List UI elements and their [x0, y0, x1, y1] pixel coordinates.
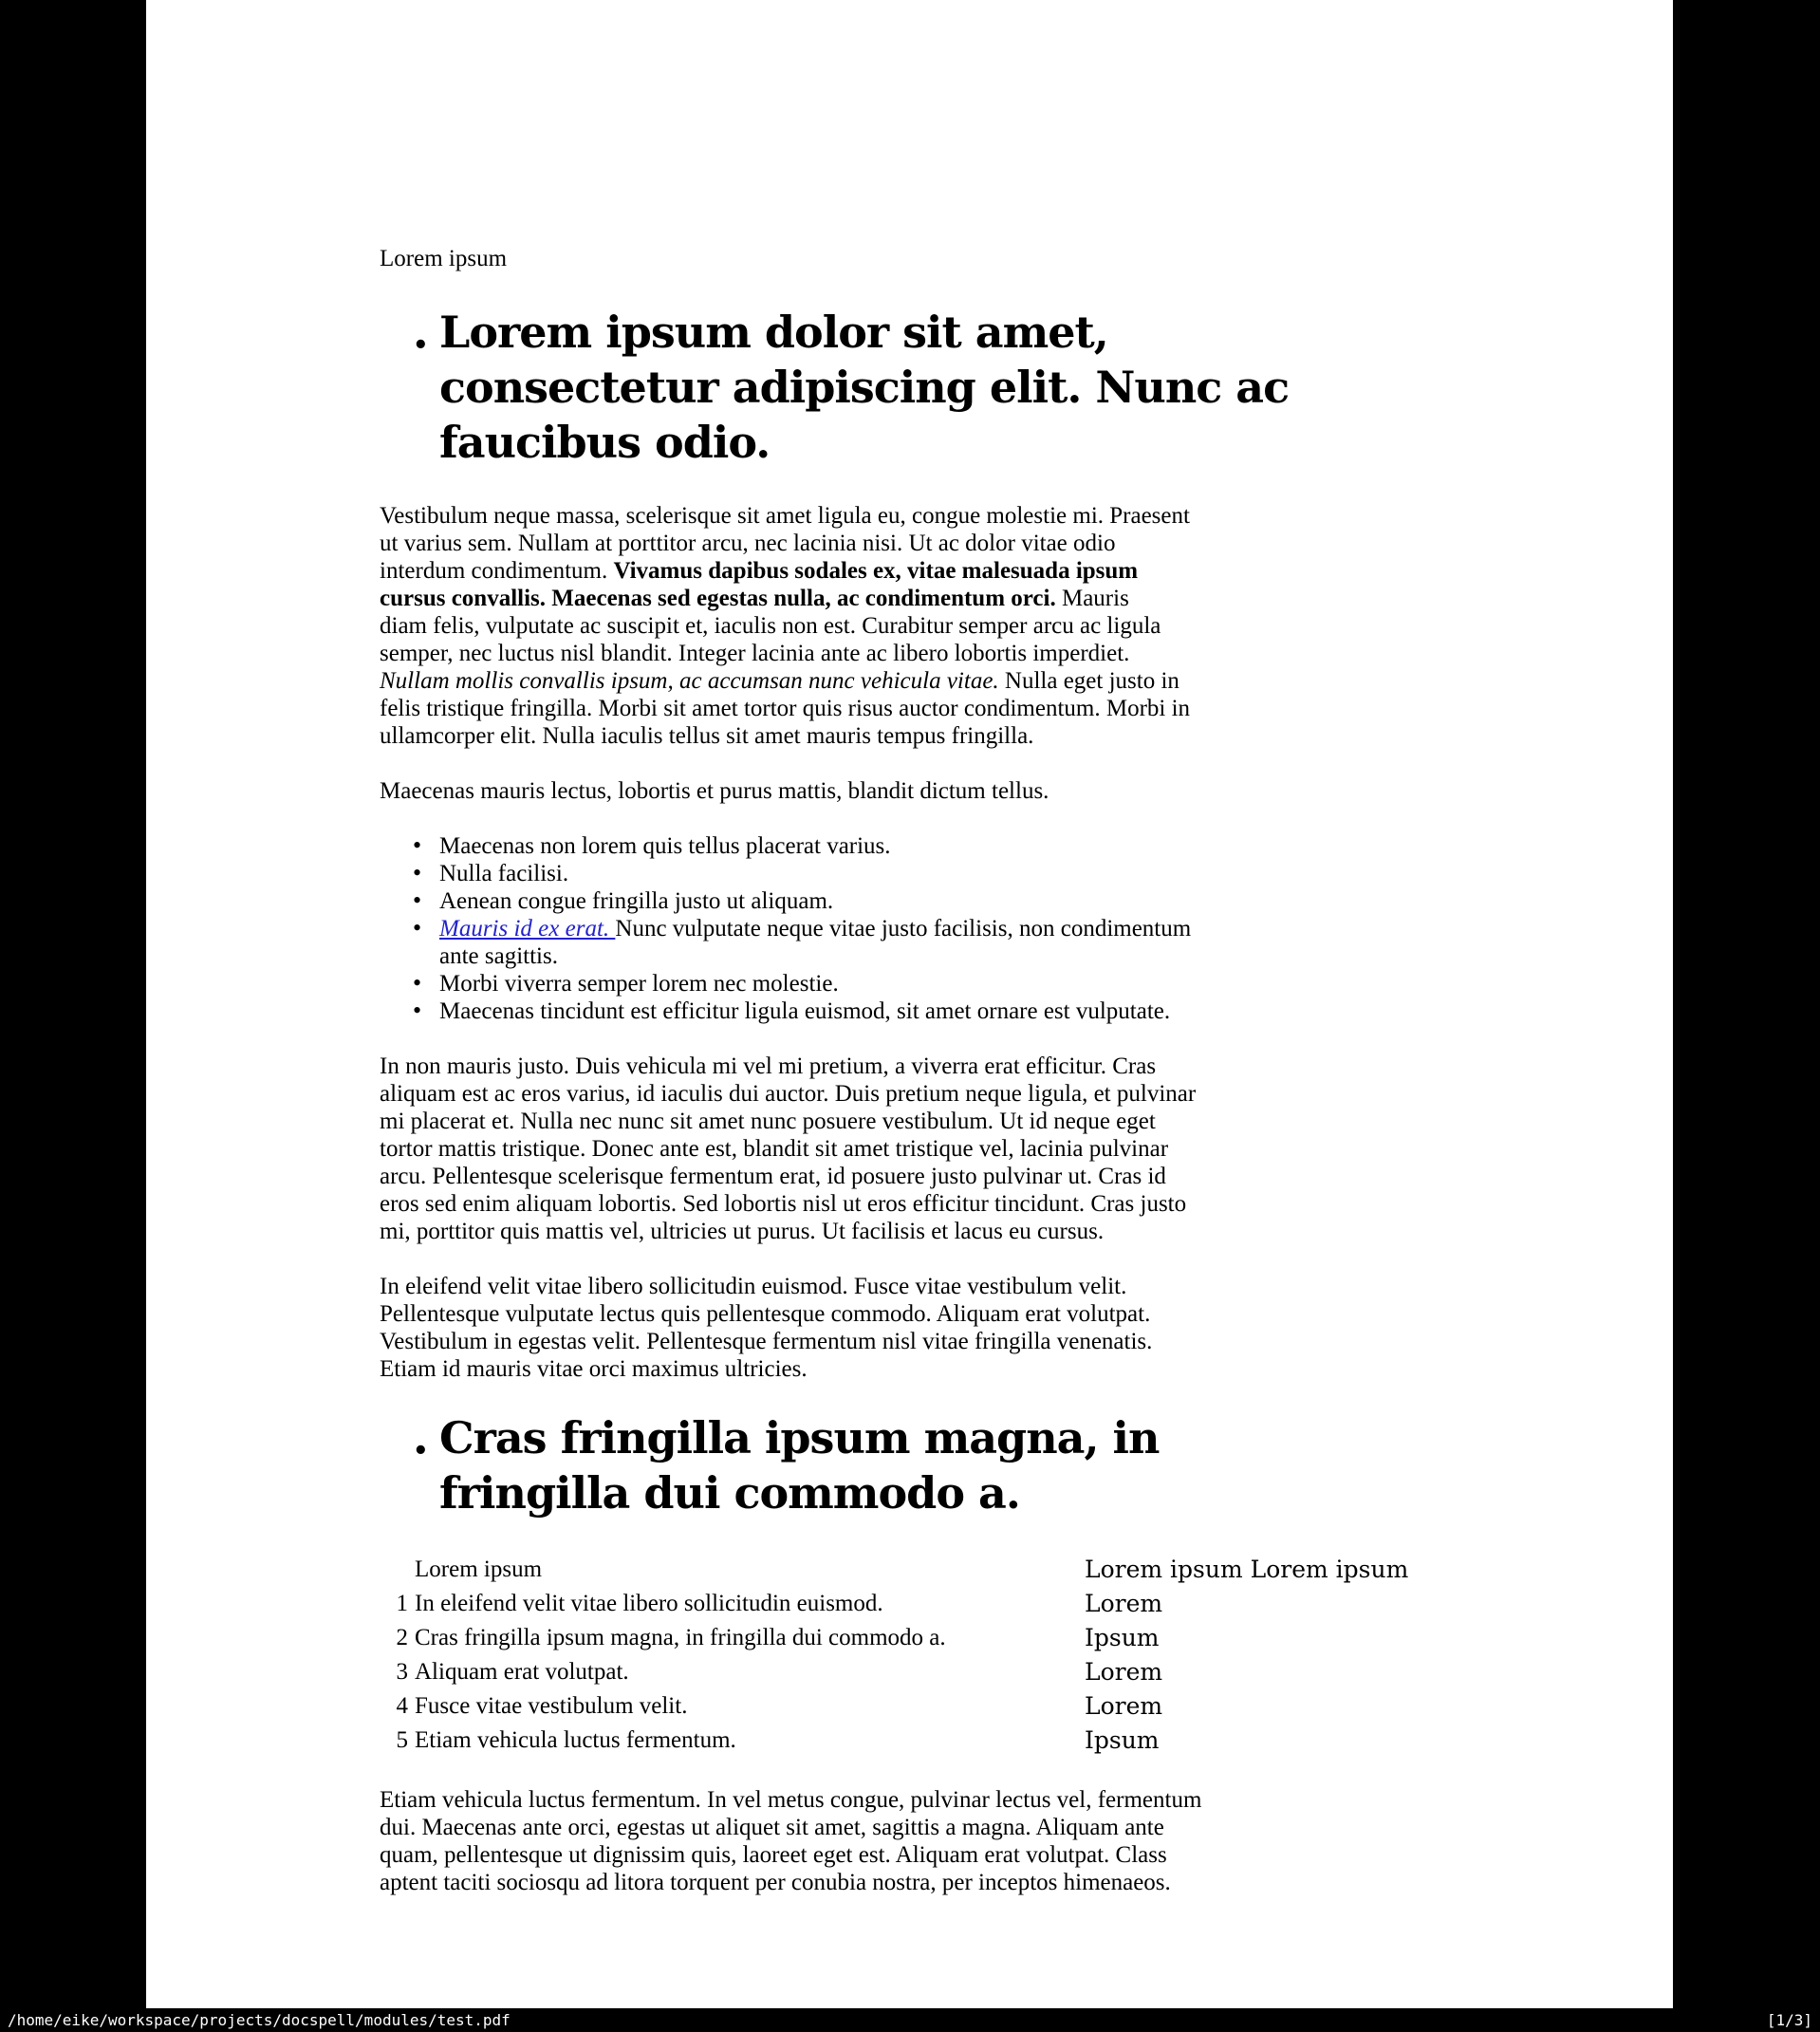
- row-text: Lorem ipsum: [415, 1557, 543, 1582]
- text-line: cursus convallis. Maecenas sed egestas nulla, ac condimentum orci. Mauris: [380, 586, 1129, 611]
- doc-label: Lorem ipsum: [380, 246, 508, 271]
- text-line: arcu. Pellentesque scelerisque fermentum erat, id posuere justo pulvinar ut. Cras id: [380, 1164, 1166, 1189]
- paragraph-4: [380, 1786, 1404, 1896]
- row-text: Cras fringilla ipsum magna, in fringilla dui commodo a.: [415, 1625, 946, 1650]
- text-line: dui. Maecenas ante orci, egestas ut aliquet sit amet, sagittis a magna. Aliquam ante: [380, 1815, 1164, 1840]
- text-line: quam, pellentesque ut dignissim quis, laoreet eget est. Aliquam erat volutpat. Class: [380, 1842, 1167, 1868]
- table-row: [380, 1587, 1404, 1621]
- text-line: tortor mattis tristique. Donec ante est, blandit sit amet tristique vel, lacinia pulvinar: [380, 1136, 1169, 1162]
- text-line: mi placerat et. Nulla nec nunc sit amet nunc posuere vestibulum. Ut id neque eget: [380, 1109, 1156, 1134]
- heading-bullet-icon: •: [413, 1437, 429, 1465]
- list-item: [380, 887, 1404, 915]
- table-row: [380, 1689, 1404, 1724]
- bullet-icon: •: [413, 886, 422, 914]
- bullet-icon: •: [413, 831, 422, 859]
- table-row: [380, 1655, 1404, 1689]
- row-number: 1: [396, 1591, 408, 1616]
- list-item-lines: [439, 915, 1404, 970]
- text-line: Maecenas mauris lectus, lobortis et purus mattis, blandit dictum tellus.: [380, 778, 1049, 804]
- row-value: Lorem: [1085, 1692, 1163, 1720]
- heading-2: [380, 1410, 1404, 1520]
- text-line: faucibus odio.: [439, 417, 771, 468]
- list-item-lines: [439, 970, 1404, 997]
- statusbar: [0, 2008, 1820, 2032]
- text-line: interdum condimentum. Vivamus dapibus sodales ex, vitae malesuada ipsum: [380, 558, 1139, 584]
- row-text: In eleifend velit vitae libero sollicitudin euismod.: [415, 1591, 883, 1616]
- text-line: Maecenas tincidunt est efficitur ligula euismod, sit amet ornare est vulputate.: [439, 998, 1171, 1024]
- text-line: Vestibulum neque massa, scelerisque sit amet ligula eu, congue molestie mi. Praesent: [380, 503, 1190, 529]
- paragraph-1: [380, 502, 1404, 750]
- row-text: Etiam vehicula luctus fermentum.: [415, 1727, 736, 1753]
- text-line: Pellentesque vulputate lectus quis pellentesque commodo. Aliquam erat volutpat.: [380, 1301, 1151, 1327]
- text-line: Lorem ipsum dolor sit amet,: [439, 307, 1108, 358]
- table-row: [380, 1724, 1404, 1758]
- list-item-lines: [439, 832, 1404, 860]
- text-line: felis tristique fringilla. Morbi sit amet tortor quis risus auctor condimentum. Morbi in: [380, 696, 1191, 721]
- row-value: Ipsum: [1085, 1726, 1160, 1754]
- row-value: Lorem ipsum Lorem ipsum: [1085, 1556, 1409, 1583]
- text-line: Cras fringilla ipsum magna, in: [439, 1412, 1160, 1463]
- text-line: mi, porttitor quis mattis vel, ultricies ut purus. Ut facilisis et lacus eu cursus.: [380, 1219, 1105, 1244]
- list-item: [380, 915, 1404, 970]
- heading-2-lines: [439, 1410, 1404, 1520]
- bullet-icon: •: [413, 997, 422, 1024]
- lead-line: [380, 777, 1404, 805]
- row-value: Lorem: [1085, 1590, 1163, 1617]
- list-item-lines: [439, 887, 1404, 915]
- text-line: In non mauris justo. Duis vehicula mi vel mi pretium, a viverra erat efficitur. Cras: [380, 1053, 1157, 1079]
- list-item: [380, 970, 1404, 997]
- page-content: [380, 245, 1409, 1924]
- text-line: semper, nec luctus nisl blandit. Integer lacinia ante ac libero lobortis imperdiet.: [380, 641, 1130, 666]
- row-number: 3: [396, 1659, 408, 1685]
- row-value: Lorem: [1085, 1658, 1163, 1686]
- text-line: fringilla dui commodo a.: [439, 1467, 1020, 1519]
- text-line: Aenean congue fringilla justo ut aliquam.: [439, 888, 834, 914]
- text-line: aptent taciti sociosqu ad litora torquent per conubia nostra, per inceptos himenaeos.: [380, 1870, 1171, 1895]
- data-table: [380, 1553, 1409, 1758]
- text-line: ullamcorper elit. Nulla iaculis tellus sit amet mauris tempus fringilla.: [380, 723, 1034, 749]
- text-line: aliquam est ac eros varius, id iaculis dui auctor. Duis pretium neque ligula, et pulvinar: [380, 1081, 1197, 1107]
- text-line: Etiam id mauris vitae orci maximus ultricies.: [380, 1356, 808, 1382]
- paragraph-2: [380, 1053, 1404, 1245]
- table-header-row: [380, 1553, 1409, 1587]
- text-line: Mauris id ex erat. Nunc vulputate neque vitae justo facilisis, non condimentum: [439, 916, 1192, 941]
- text-line: eros sed enim aliquam lobortis. Sed lobortis nisl ut eros efficitur tincidunt. Cras justo: [380, 1191, 1187, 1217]
- text-line: Morbi viverra semper lorem nec molestie.: [439, 971, 839, 997]
- paragraph-3: [380, 1273, 1404, 1383]
- heading-bullet-icon: •: [413, 331, 429, 360]
- row-number: 5: [396, 1727, 408, 1753]
- text-line: ut varius sem. Nullam at porttitor arcu, nec lacinia nisi. Ut ac dolor vitae odio: [380, 531, 1116, 556]
- list-item: [380, 860, 1404, 887]
- row-number: 2: [396, 1625, 408, 1650]
- text-line: Vestibulum in egestas velit. Pellentesque fermentum nisl vitae fringilla venenatis.: [380, 1329, 1153, 1354]
- table-row: [380, 1621, 1404, 1655]
- row-value: Ipsum: [1085, 1624, 1160, 1651]
- text-line: diam felis, vulputate ac suscipit et, iaculis non est. Curabitur semper arcu ac ligula: [380, 613, 1161, 639]
- mauris-link[interactable]: Mauris id ex erat.: [439, 916, 616, 941]
- row-number: 4: [396, 1693, 408, 1719]
- list-item-lines: [439, 997, 1404, 1025]
- text-line: Nulla facilisi.: [439, 861, 569, 886]
- list-item: [380, 832, 1404, 860]
- heading-1-lines: [439, 305, 1404, 470]
- statusbar-file-path: /home/eike/workspace/projects/docspell/modules/test.pdf: [8, 2011, 511, 2029]
- text-line: consectetur adipiscing elit. Nunc ac: [439, 362, 1290, 413]
- row-text: Fusce vitae vestibulum velit.: [415, 1693, 688, 1719]
- bullet-icon: •: [413, 914, 422, 941]
- pdf-page: [146, 0, 1673, 2008]
- statusbar-page-indicator: [1/3]: [1766, 2011, 1812, 2029]
- heading-1: [380, 305, 1404, 470]
- bullet-icon: •: [413, 969, 422, 997]
- text-line: Nullam mollis convallis ipsum, ac accumsan nunc vehicula vitae. Nulla eget justo in: [380, 668, 1179, 694]
- text-line: ante sagittis.: [439, 943, 558, 969]
- bullet-list: [380, 832, 1404, 1025]
- text-line: Maecenas non lorem quis tellus placerat varius.: [439, 833, 891, 859]
- text-line: In eleifend velit vitae libero sollicitudin euismod. Fusce vitae vestibulum velit.: [380, 1274, 1127, 1299]
- row-text: Aliquam erat volutpat.: [415, 1659, 629, 1685]
- bullet-icon: •: [413, 859, 422, 886]
- text-line: Etiam vehicula luctus fermentum. In vel metus congue, pulvinar lectus vel, fermentum: [380, 1787, 1202, 1813]
- list-item: [380, 997, 1404, 1025]
- list-item-lines: [439, 860, 1404, 887]
